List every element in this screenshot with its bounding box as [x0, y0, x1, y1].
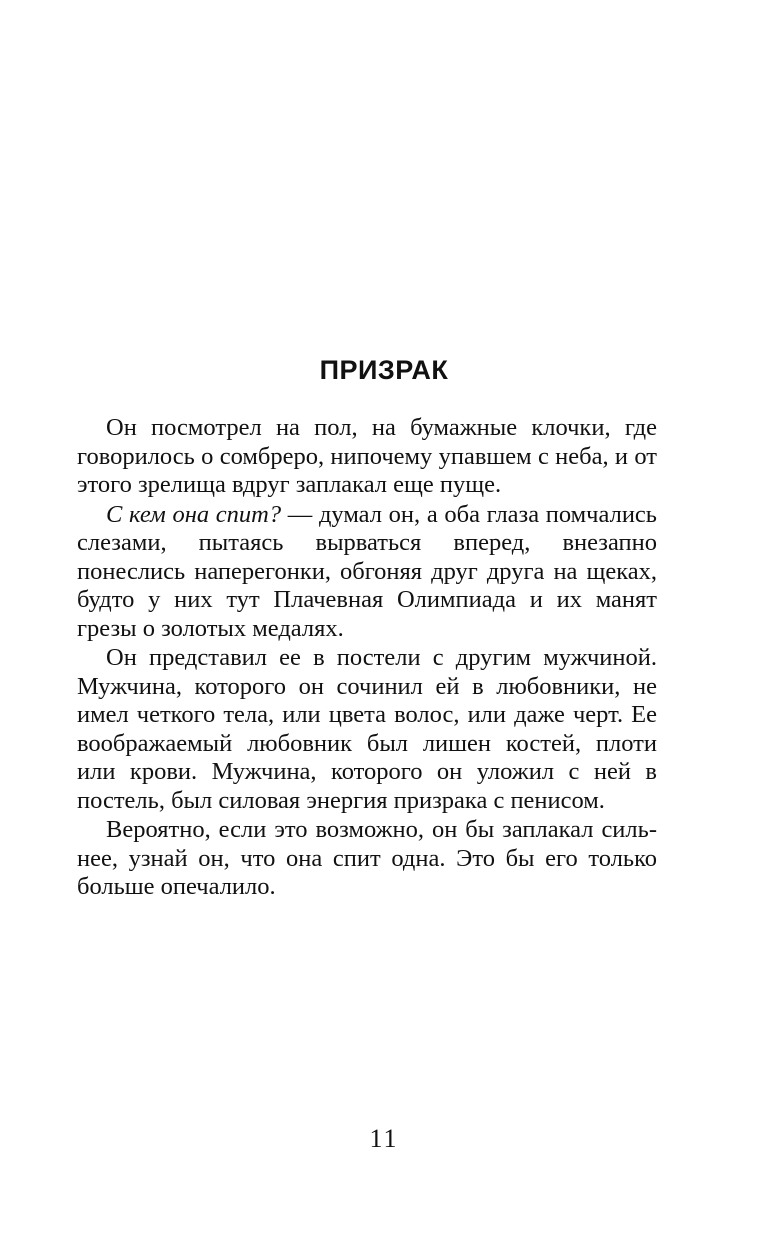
chapter-title: ПРИЗРАК — [319, 355, 449, 385]
page-number: 11 — [369, 1124, 399, 1153]
paragraph-3 — [77, 644, 657, 815]
paragraph-text: Он посмотрел на пол, на бумажные клочки, где говорилось о сомбреро, нипочему упавшем с неба, и от этого зрелища вдруг заплакал еще пуще. — [77, 414, 657, 498]
paragraph-1 — [77, 414, 657, 500]
chapter-body — [77, 414, 657, 902]
paragraph-text: — думал он, а оба глаза помчались слезами, пытаясь вырваться вперед, внезапно понеслись наперегонки, обгоняя друг друга на щеках, будто у них тут Плачевная Олимпиада и их манят грезы о золотых медалях. — [77, 500, 657, 642]
paragraph-4 — [77, 816, 657, 902]
paragraph-italic-lead: С кем она спит? — [106, 500, 282, 528]
paragraph-text: Вероятно, если это возможно, он бы заплакал сильнее, узнай он, что она спит одна. Это бы его только больше опечалило. — [77, 816, 657, 900]
paragraph-text: Он представил ее в постели с другим мужчиной. Мужчина, которого он сочинил ей в любовники, не имел четкого тела, или цвета волос, или даже черт. Ее воображаемый любовник был лишен костей, плоти или крови. Мужчина, которого он уложил с ней в постель, был силовая энергия призрака с пенисом. — [77, 644, 657, 814]
paragraph-2 — [77, 501, 657, 644]
